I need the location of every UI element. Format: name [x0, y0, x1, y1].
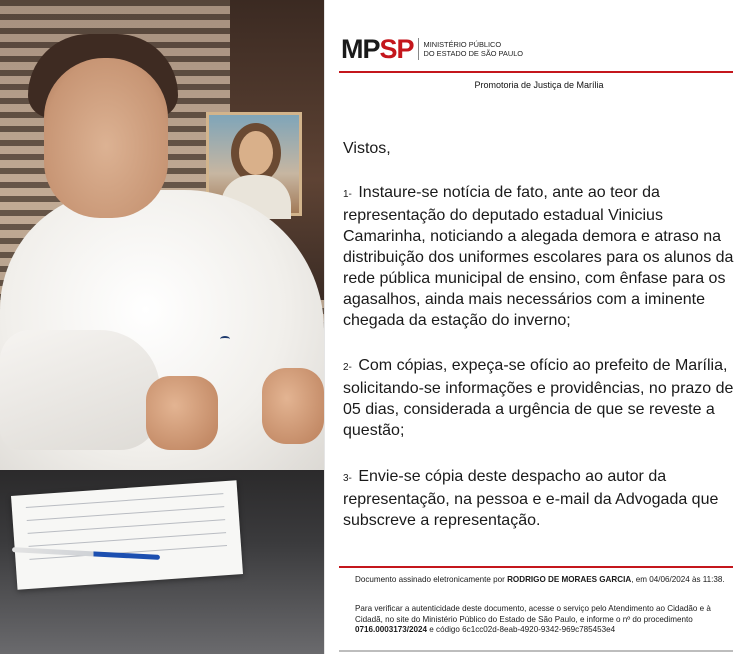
paragraph-3: [343, 466, 734, 531]
paragraph-text: Com cópias, expeça-se ofício ao prefeito de Marília, solicitando-se informações e providências, no prazo de 05 dias, considerada a urgência de que se reveste a questão;: [343, 357, 734, 439]
man-arm: [0, 330, 160, 450]
procedure-number: 0716.0003173/2024: [355, 625, 428, 635]
greeting: Vistos,: [343, 140, 391, 157]
logo-divider: [418, 38, 419, 60]
paragraph-number: 3-: [343, 473, 352, 484]
mpsp-logo: [341, 34, 523, 64]
paragraph-text: Instaure-se notícia de fato, ante ao teor da representação do deputado estadual Vinicius Camarinha, noticiando a alegada demora e atraso na distribuição dos uniformes escolares para os alunos da rede pública municipal de ensino, com ênfase para os agasalhos, ainda mais necessários com a iminente chegada da estação do inverno;: [343, 184, 734, 329]
paper-stack: [11, 480, 243, 590]
man-head: [44, 58, 168, 218]
right-fist: [262, 368, 324, 444]
left-fist: [146, 376, 218, 450]
logo-mark: MPSP: [341, 33, 414, 64]
verification-note: Para verificar a autenticidade deste documento, acesse o serviço pelo Atendimento ao Cidadão e à Cidadã, no site do Ministério Público do Estado de São Paulo, e informe o nº do procedimento 0716.0003173/2024 e código 6c1cc02d-8eab-4920-9342-969c785453e4: [355, 604, 711, 635]
official-document: [324, 0, 734, 654]
logo-line1: MINISTÉRIO PÚBLICO: [423, 40, 502, 49]
shirt-logo: [220, 336, 230, 342]
painting-face: [239, 131, 273, 175]
paragraph-number: 2-: [343, 362, 352, 373]
paragraph-2: [343, 355, 734, 441]
logo-institution: [424, 40, 524, 58]
signer-name: RODRIGO DE MORAES GARCIA: [507, 575, 632, 584]
promotoria-title: Promotoria de Justiça de Marília: [474, 80, 604, 90]
logo-line2: DO ESTADO DE SÃO PAULO: [423, 49, 524, 58]
header-rule: [339, 71, 733, 73]
footer-rule: [339, 566, 733, 568]
signature-note: Documento assinado eletronicamente por RODRIGO DE MORAES GARCIA, em 04/06/2024 às 11:38.: [355, 575, 725, 584]
paragraph-text: Envie-se cópia deste despacho ao autor da representação, na pessoa e e-mail da Advogada que subscreve a representação.: [343, 468, 719, 529]
verification-code: 6c1cc02d-8eab-4920-9342-969c785453e4: [462, 625, 616, 635]
photo-panel: [0, 0, 324, 654]
paragraph-number: 1-: [343, 189, 352, 200]
paragraph-1: [343, 182, 734, 331]
bottom-rule: [339, 650, 733, 652]
